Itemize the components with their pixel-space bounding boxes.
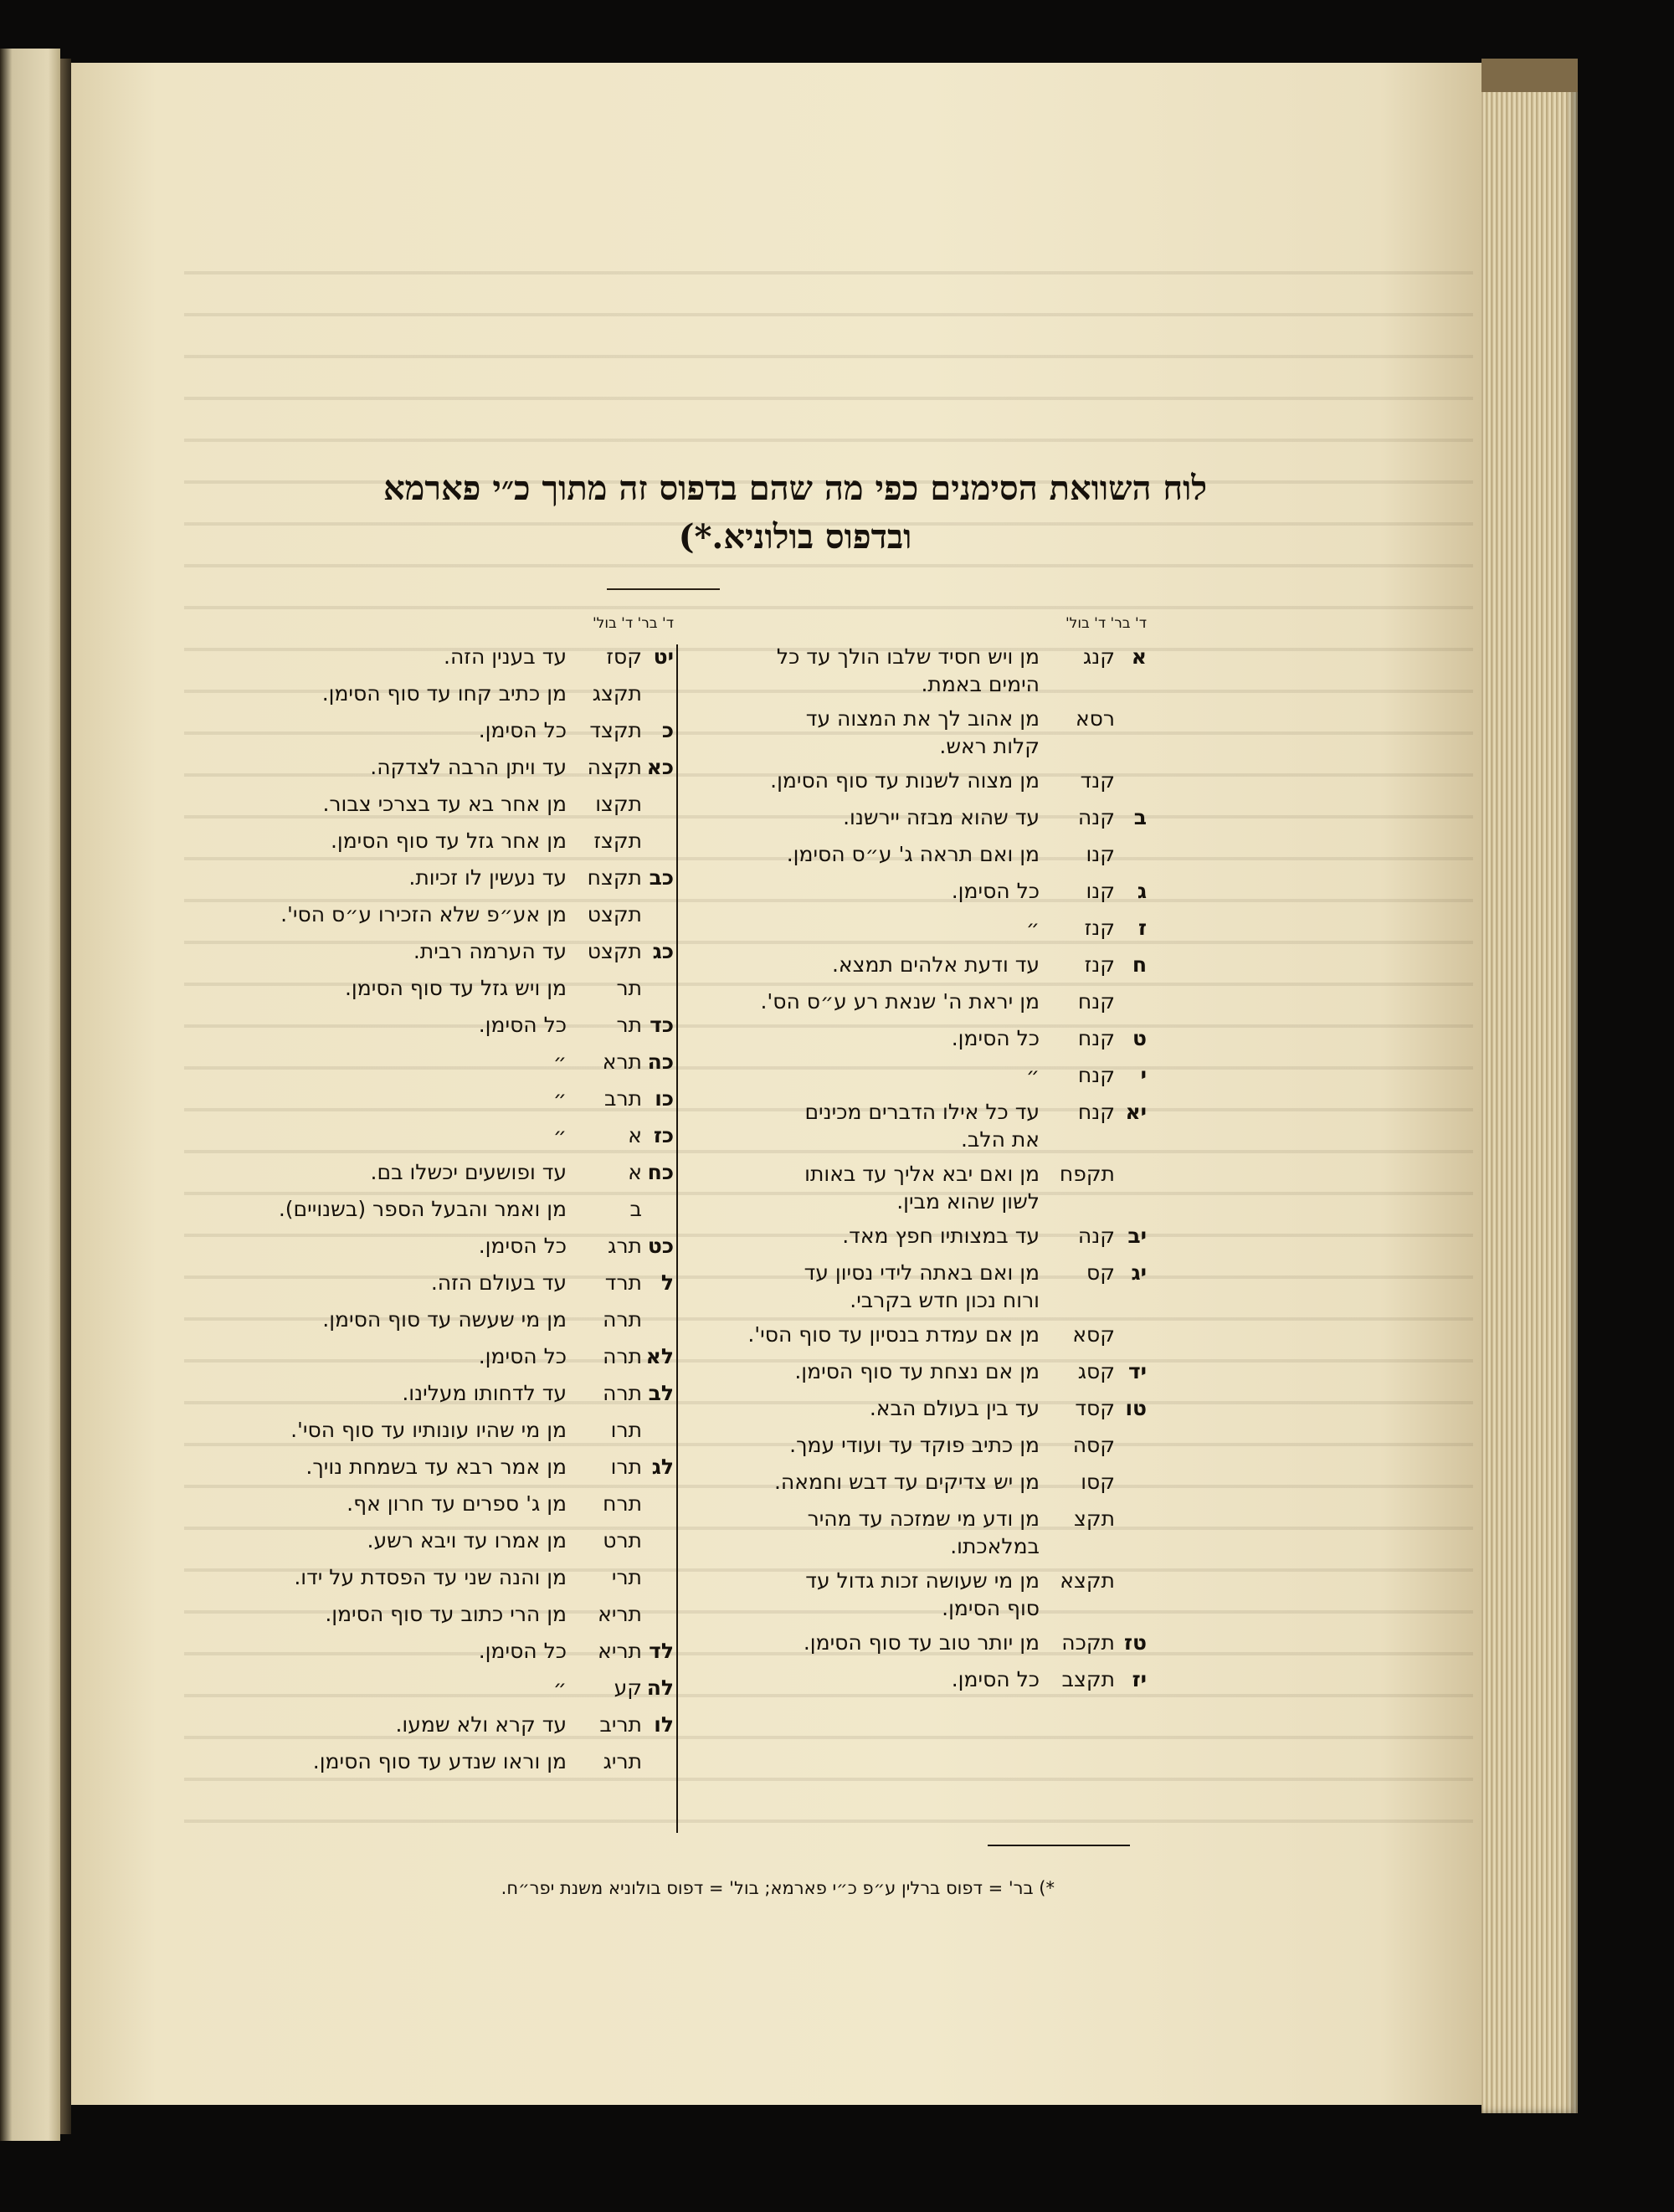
comparison-column-left <box>201 615 674 1780</box>
bologna-number: קסד <box>1075 1396 1115 1420</box>
berlin-number: יג <box>1131 1260 1147 1285</box>
table-row <box>678 1624 1147 1661</box>
bologna-number: קס <box>1086 1260 1115 1285</box>
berlin-number: לב <box>648 1381 674 1405</box>
table-row <box>201 1007 674 1044</box>
table-row <box>678 762 1147 799</box>
range-text: עד ודעת אלהים תמצא. <box>831 952 1040 977</box>
berlin-number: א <box>1131 644 1147 669</box>
column-header: ד' בר' ד' בול' <box>592 615 674 632</box>
range-text: עד ויתן הרבה לצדקה. <box>370 755 567 779</box>
range-text: מן ודע מי שמזכה עד מהיר <box>807 1506 1040 1531</box>
berlin-number: ז <box>1137 916 1147 940</box>
range-text: ״ <box>1025 1063 1040 1087</box>
range-text: מן אהוב לך את המצוה עד <box>805 706 1040 731</box>
bologna-number: תרה <box>603 1344 642 1368</box>
bologna-number: קסז <box>606 644 642 669</box>
berlin-number: כז <box>653 1123 674 1147</box>
bologna-number: קנח <box>1077 1063 1115 1087</box>
bologna-number: רסא <box>1075 706 1115 731</box>
table-row <box>201 896 674 933</box>
range-text: מן והנה שני עד הפסדת על ידו. <box>294 1565 567 1589</box>
bologna-number: תר <box>616 1013 642 1037</box>
bologna-number: קנו <box>1086 842 1115 866</box>
range-text: מן ואם תראה ג' ע״ס הסימן. <box>786 842 1040 866</box>
range-text-continued: קלות ראש. <box>939 734 1040 758</box>
range-text: עד בענין הזה. <box>444 644 567 669</box>
table-row <box>678 1353 1147 1390</box>
berlin-number: כג <box>652 939 674 963</box>
facing-page-edge <box>0 49 60 2141</box>
bologna-number: תקפח <box>1059 1162 1115 1186</box>
range-text-continued: סוף הסימן. <box>942 1596 1040 1620</box>
table-row <box>201 1375 674 1412</box>
range-text: ״ <box>552 1050 567 1074</box>
bologna-number: תרי <box>611 1565 642 1589</box>
range-text: כל הסימן. <box>478 1234 567 1258</box>
bologna-number: תרו <box>610 1418 642 1442</box>
table-row <box>201 1633 674 1670</box>
range-text: ״ <box>552 1086 567 1111</box>
bologna-number: קנו <box>1086 879 1115 903</box>
table-row <box>678 1316 1147 1353</box>
berlin-number: לג <box>651 1455 674 1479</box>
table-row <box>201 1191 674 1228</box>
berlin-number: ג <box>1137 879 1147 903</box>
range-text: מן ג' ספרים עד חרון אף. <box>347 1491 567 1516</box>
bologna-number: קנד <box>1080 768 1115 793</box>
berlin-number: ח <box>1132 952 1147 977</box>
table-row <box>201 1522 674 1559</box>
range-text: מן אחר בא עד בצרכי צבור. <box>322 792 567 816</box>
table-row <box>201 1338 674 1375</box>
table-row <box>201 823 674 860</box>
table-row <box>201 1486 674 1522</box>
berlin-number: כט <box>647 1234 674 1258</box>
range-text: מן הרי כתוב עד סוף הסימן. <box>325 1602 567 1626</box>
bologna-number: קסה <box>1072 1433 1115 1457</box>
range-text: עד נעשין לו זכיות. <box>408 865 567 890</box>
bologna-number: תר <box>616 976 642 1000</box>
comparison-column-right <box>678 615 1147 1698</box>
berlin-number: יב <box>1127 1224 1147 1248</box>
table-row <box>201 1080 674 1117</box>
bologna-number: קנח <box>1077 1026 1115 1050</box>
left-rows <box>201 639 674 1780</box>
bologna-number: קע <box>614 1676 642 1700</box>
range-text: עד קרא ולא שמעו. <box>395 1712 567 1737</box>
bologna-number: תקצח <box>587 865 642 890</box>
table-row <box>678 983 1147 1020</box>
range-text: מן יש צדיקים עד דבש וחמאה. <box>773 1470 1040 1494</box>
table-row <box>678 836 1147 873</box>
bologna-number: תרה <box>603 1307 642 1332</box>
page-edges-top <box>1481 59 1578 92</box>
range-text: עד שהוא מבזה יירשנו. <box>843 805 1040 829</box>
table-row <box>201 712 674 749</box>
range-text: כל הסימן. <box>951 1026 1040 1050</box>
berlin-number: יד <box>1127 1359 1147 1383</box>
table-row <box>201 1412 674 1449</box>
range-text-continued: ורוח נכון חדש בקרבי. <box>850 1288 1040 1312</box>
bologna-number: קנג <box>1082 644 1115 669</box>
range-text: מן ואם באתה לידי נסיון עד <box>804 1260 1040 1285</box>
range-text-continued: במלאכתו. <box>950 1534 1040 1558</box>
bologna-number: תקצז <box>593 829 642 853</box>
bologna-number: תקצ <box>1074 1506 1115 1531</box>
bologna-number: קסא <box>1072 1322 1115 1347</box>
range-text: כל הסימן. <box>951 1667 1040 1691</box>
berlin-number: טו <box>1125 1396 1147 1420</box>
bologna-number: תרג <box>608 1234 642 1258</box>
right-rows <box>678 639 1147 1698</box>
range-text: עד ופושעים יכשלו בם. <box>370 1160 567 1184</box>
table-title-line2: ובדפוס בולוניא.*) <box>678 517 912 557</box>
table-row <box>201 1044 674 1080</box>
berlin-number: כב <box>649 865 674 890</box>
footnote-rule <box>988 1845 1130 1846</box>
bologna-number: תריג <box>603 1749 642 1773</box>
berlin-number: יז <box>1132 1667 1147 1691</box>
range-text: מן ויש חסיד שלבו הולך עד כל <box>776 644 1040 669</box>
bologna-number: קסג <box>1077 1359 1115 1383</box>
range-text: מן מי שהיו עונותיו עד סוף הסי'. <box>290 1418 567 1442</box>
table-row <box>201 786 674 823</box>
range-text: מן וראו שנדע עד סוף הסימן. <box>312 1749 567 1773</box>
range-text: עד במצותיו חפץ מאד. <box>842 1224 1040 1248</box>
bologna-number: תקצג <box>592 681 642 706</box>
berlin-number: יא <box>1125 1100 1147 1124</box>
table-row <box>201 1154 674 1191</box>
range-text: ״ <box>552 1123 567 1147</box>
table-row <box>201 1228 674 1265</box>
range-text: מן יראת ה' שנאת רע ע״ס הס'. <box>760 989 1040 1014</box>
range-text: עד בין בעולם הבא. <box>869 1396 1040 1420</box>
table-row <box>678 1464 1147 1501</box>
range-text: עד הערמה רבית. <box>413 939 567 963</box>
bologna-number: קנה <box>1077 805 1115 829</box>
berlin-number: ט <box>1132 1026 1147 1050</box>
bologna-number: תרא <box>602 1050 642 1074</box>
bologna-number: תרד <box>604 1270 642 1295</box>
column-header: ד' בר' ד' בול' <box>1065 615 1147 632</box>
table-row <box>201 1596 674 1633</box>
bologna-number: תקצב <box>1061 1667 1115 1691</box>
table-row <box>201 933 674 970</box>
range-text: מן מצוה לשנות עד סוף הסימן. <box>770 768 1040 793</box>
range-text: כל הסימן. <box>478 1344 567 1368</box>
range-text: כל הסימן. <box>478 1013 567 1037</box>
bologna-number: תריא <box>598 1639 642 1663</box>
range-text: מן כתיב קחו עד סוף הסימן. <box>321 681 567 706</box>
table-row <box>201 1117 674 1154</box>
bologna-number: תקצד <box>589 718 642 742</box>
table-row <box>201 1743 674 1780</box>
berlin-number: טז <box>1124 1630 1147 1655</box>
range-text: עד לדחותו מעלינו. <box>402 1381 567 1405</box>
bologna-number: תקצא <box>1060 1568 1115 1593</box>
table-row <box>678 947 1147 983</box>
range-text: מן כתיב פוקד עד ועודי עמך. <box>789 1433 1040 1457</box>
berlin-number: לו <box>654 1712 674 1737</box>
range-text-continued: הימים באמת. <box>921 672 1040 696</box>
bologna-number: תקצט <box>587 902 642 926</box>
range-text: ״ <box>552 1676 567 1700</box>
table-row <box>678 1020 1147 1057</box>
table-row <box>678 1057 1147 1094</box>
table-row <box>201 1265 674 1301</box>
title-rule <box>607 588 720 590</box>
table-row <box>201 675 674 712</box>
table-row <box>201 1559 674 1596</box>
bologna-number: תריב <box>599 1712 642 1737</box>
berlin-number: כה <box>647 1050 674 1074</box>
berlin-number: יט <box>653 644 674 669</box>
bologna-number: תרה <box>603 1381 642 1405</box>
column-divider <box>676 644 678 1833</box>
bologna-number: קנח <box>1077 989 1115 1014</box>
range-text: מן מי שעשה עד סוף הסימן. <box>322 1307 567 1332</box>
bologna-number: קסו <box>1081 1470 1115 1494</box>
bologna-number: תריא <box>598 1602 642 1626</box>
bologna-number: תרט <box>603 1528 642 1553</box>
range-text: מן מי שעושה זכות גדול עד <box>805 1568 1040 1593</box>
table-row <box>678 910 1147 947</box>
bologna-number: קנה <box>1077 1224 1115 1248</box>
range-text: מן אם נצחת עד סוף הסימן. <box>794 1359 1040 1383</box>
range-text: עד כל אילו הדברים מכינים <box>804 1100 1040 1124</box>
range-text: מן אמר רבא עד בשמחת נויך. <box>306 1455 567 1479</box>
range-text: מן אע״פ שלא הזכירו ע״ס הסי'. <box>280 902 567 926</box>
bologna-number: תקצט <box>587 939 642 963</box>
table-title: לוח השוואת הסימנים כפי מה שהם בדפוס זה מתוך כ״י פארמא <box>383 469 1208 508</box>
table-row <box>201 749 674 786</box>
bologna-number: תרב <box>604 1086 642 1111</box>
range-text: מן אמרו עד ויבא רשע. <box>367 1528 567 1553</box>
table-row <box>201 1301 674 1338</box>
berlin-number: כא <box>646 755 674 779</box>
berlin-number: כד <box>650 1013 674 1037</box>
table-row <box>678 799 1147 836</box>
berlin-number: ב <box>1133 805 1147 829</box>
range-text-continued: את הלב. <box>960 1127 1040 1152</box>
table-row <box>678 1427 1147 1464</box>
range-text: כל הסימן. <box>478 1639 567 1663</box>
berlin-number: לה <box>646 1676 674 1700</box>
bologna-number: תקצו <box>595 792 642 816</box>
table-row <box>678 873 1147 910</box>
table-row <box>201 639 674 675</box>
bologna-number: א <box>628 1123 642 1147</box>
bologna-number: תרח <box>603 1491 642 1516</box>
bologna-number: תקצה <box>587 755 642 779</box>
table-row <box>201 1706 674 1743</box>
berlin-number: כח <box>647 1160 674 1184</box>
bologna-number: תקכה <box>1061 1630 1115 1655</box>
berlin-number: כ <box>661 718 674 742</box>
table-row <box>678 1661 1147 1698</box>
berlin-number: כו <box>655 1086 674 1111</box>
table-row <box>201 860 674 896</box>
range-text: מן אם עמדת בנסיון עד סוף הסי'. <box>747 1322 1040 1347</box>
table-row <box>201 970 674 1007</box>
table-row <box>678 1218 1147 1255</box>
range-text: ״ <box>1025 916 1040 940</box>
page-edges <box>1481 59 1578 2113</box>
berlin-number: לד <box>649 1639 674 1663</box>
range-text: מן ויש גזל עד סוף הסימן. <box>344 976 567 1000</box>
bologna-number: קנח <box>1077 1100 1115 1124</box>
bologna-number: קנז <box>1084 952 1115 977</box>
bologna-number: א <box>628 1160 642 1184</box>
range-text: מן ואמר והבעל הספר (בשנויים). <box>278 1197 567 1221</box>
berlin-number: י <box>1140 1063 1147 1087</box>
range-text-continued: לשון שהוא מבין. <box>896 1189 1040 1214</box>
range-text: עד בעולם הזה. <box>430 1270 567 1295</box>
berlin-number: לא <box>645 1344 674 1368</box>
range-text: מן אחר גזל עד סוף הסימן. <box>330 829 567 853</box>
berlin-number: ל <box>660 1270 674 1295</box>
bologna-number: קנז <box>1084 916 1115 940</box>
bologna-number: ב <box>629 1197 642 1221</box>
footnote: *) בר' = דפוס ברלין ע״פ כ״י פארמא; בול' = דפוס בולוניא משנת יפר״ח. <box>501 1878 1055 1898</box>
bologna-number: תרו <box>610 1455 642 1479</box>
table-row <box>678 1390 1147 1427</box>
range-text: כל הסימן. <box>478 718 567 742</box>
range-text: כל הסימן. <box>951 879 1040 903</box>
range-text: מן יותר טוב עד סוף הסימן. <box>803 1630 1040 1655</box>
table-row <box>201 1670 674 1706</box>
range-text: מן ואם יבא אליך עד באותו <box>804 1162 1040 1186</box>
table-row <box>201 1449 674 1486</box>
